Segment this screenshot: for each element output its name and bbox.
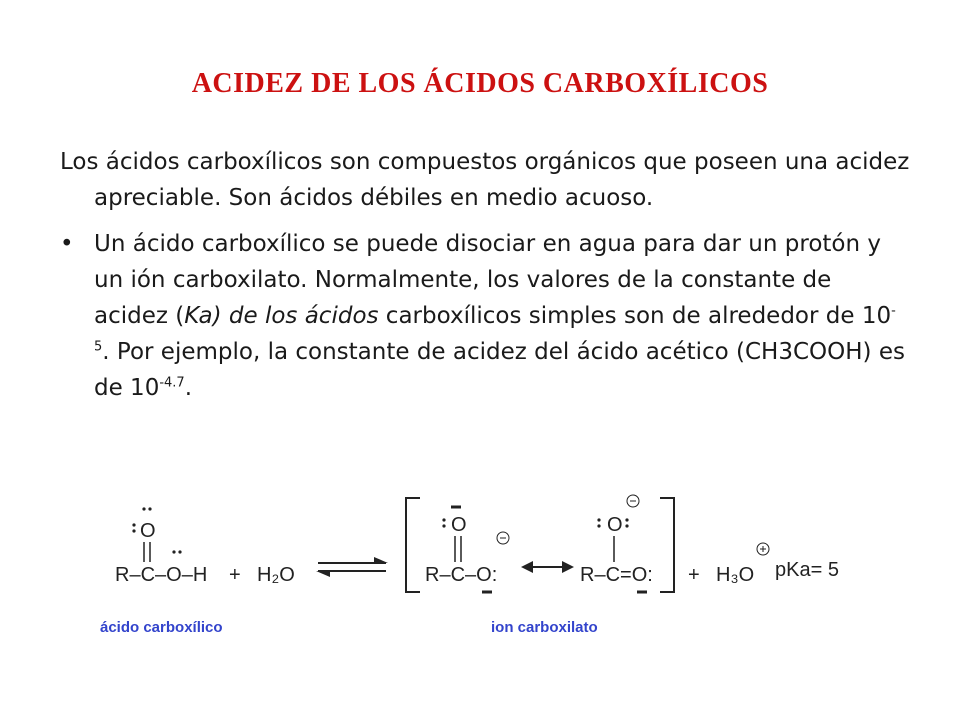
bullet-marker: •: [60, 231, 74, 257]
pka-value: pKa= 5: [775, 559, 839, 581]
bullet-item: [60, 226, 910, 406]
bullet-text-3: . Por ejemplo, la constante de acidez del ácido acético (CH3COOH) es de 10: [94, 339, 905, 401]
svg-text:R–C–O:: R–C–O:: [425, 564, 498, 586]
hydronium-ion: [716, 543, 769, 586]
caption-ion: ion carboxilato: [491, 619, 598, 636]
resonance-arrow: [521, 561, 574, 573]
svg-text:H₃O: H₃O: [716, 564, 755, 586]
bullet-text-1: Un ácido carboxílico se puede disociar en agua para dar un protón y un ión carboxilato. Normalmente, los valores de la constante de acidez (: [94, 231, 881, 329]
slide-title: ACIDEZ DE LOS ÁCIDOS CARBOXÍLICOS: [191, 68, 769, 99]
exponent-1: -5: [94, 303, 896, 355]
acid-formula: R–C–O–H: [115, 564, 208, 586]
caption-acid: ácido carboxílico: [100, 619, 223, 636]
plus-sign-1: +: [229, 564, 241, 586]
carboxylic-acid-structure: [115, 507, 207, 586]
svg-text:O: O: [140, 520, 156, 542]
plus-sign-2: +: [688, 564, 700, 586]
carboxylate-resonance-1: [425, 507, 509, 592]
svg-text:O: O: [451, 514, 467, 536]
bullet-text-2: carboxílicos simples son de alrededor de 10: [378, 303, 892, 329]
bullet-text-4: .: [184, 375, 193, 401]
bullet-text-italic: Ka) de los ácidos: [184, 303, 379, 329]
reaction-diagram: [0, 480, 960, 660]
equilibrium-arrows: [316, 557, 388, 577]
intro-paragraph: Los ácidos carboxílicos son compuestos orgánicos que poseen una acidez apreciable. Son ácidos débiles en medio acuoso.: [60, 149, 910, 211]
carboxylate-resonance-2: [580, 495, 653, 592]
exponent-2: -4.7: [159, 375, 185, 391]
svg-text:R–C=O:: R–C=O:: [580, 564, 653, 586]
bracket-right: [660, 498, 674, 592]
svg-text:O: O: [607, 514, 623, 536]
bracket-left: [406, 498, 420, 592]
water-formula: H₂O: [257, 564, 295, 586]
